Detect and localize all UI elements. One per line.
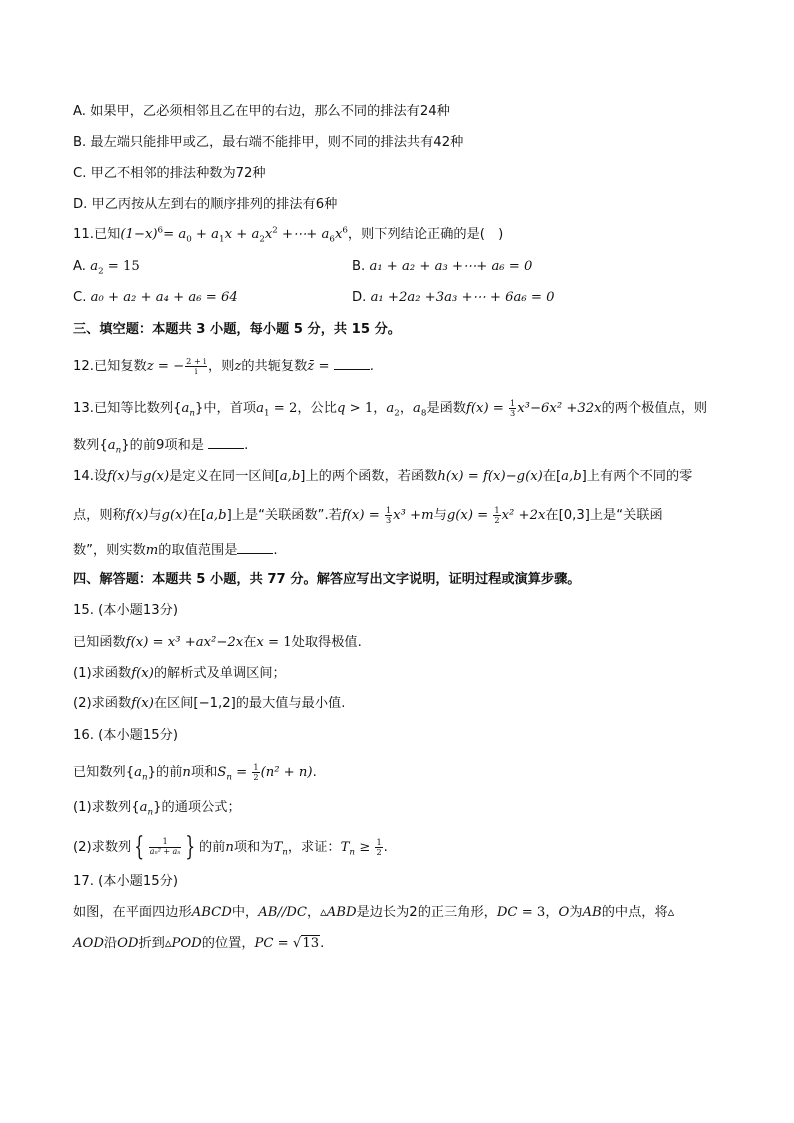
q14-line-1: 14.设f(x)与g(x)是定义在同一区间[a,b]上的两个函数，若函数h(x) = f(x)−g(x)在[a,b]上有两个不同的零 (73, 469, 693, 484)
q11-stem: 11.已知$(1-x)^6= a_0 + a_1x + a_2x^2$ +⋯+ $a_6x^6$，则下列结论正确的是( ) (73, 225, 504, 245)
q14-line-3: 数”，则实数m的取值范围是 . (73, 543, 278, 558)
q11-option-c: C. a₀ + a₂ + a₄ + a₆ = 64 (73, 290, 238, 305)
q15-stem: 已知函数f(x) = x³ +ax²−2x在x = 1处取得极值. (73, 635, 362, 650)
q10-option-b: B. 最左端只能排甲或乙，最右端不能排甲，则不同的排法共有42种 (73, 135, 464, 150)
answer-blank (208, 436, 244, 449)
q11-option-b: B. a₁ + a₂ + a₃ +⋯+ a₆ = 0 (352, 259, 533, 274)
q17-line-1: 如图，在平面四边形ABCD中，AB//DC，▵ABD是边长为2的正三角形，DC = 3，O为AB的中点，将▵ (73, 905, 675, 920)
q17-heading: 17. (本小题15分) (73, 874, 178, 889)
q11-option-a: A. $a_2 = 15$ (73, 259, 140, 277)
q16-heading: 16. (本小题15分) (73, 728, 178, 743)
q16-part-2: (2)求数列 { $\frac{1}{\text{aₙ² + aₙ}}$ } 的前n项和为$T_n$，求证：$T_n$ ≥ $\frac{1}{2}$ . (73, 832, 388, 862)
q10-option-a: A. 如果甲，乙必须相邻且乙在甲的右边，那么不同的排法有24种 (73, 104, 450, 119)
q14-line-2: 点，则称f(x)与g(x)在[a,b]上是“关联函数”.若f(x) = $\frac{1}{3}$ x³ +m与g(x) = $\frac{1}{2}$ x² +2x在[0,3]上是“关联函 (73, 505, 663, 525)
q12-stem: 12.已知复数z = − $\frac{2 + i}{i}$ ，则z的共轭复数z̄ = . (73, 356, 374, 376)
sqrt-13: √13 (292, 936, 320, 951)
q13-line-1: 13.已知等比数列$\{a_n\}$中，首项$a_1 = 2$，公比q > 1，$a_2$，$a_8$是函数f(x) = $\frac{1}{3}$ x³−6x² +32x的两个极值点，则 (73, 398, 708, 419)
q15-heading: 15. (本小题13分) (73, 603, 178, 618)
q16-part-1: (1)求数列$\{a_n\}$的通项公式； (73, 800, 241, 818)
section-3-heading: 三、填空题：本题共 3 小题，每小题 5 分，共 15 分。 (73, 322, 401, 337)
answer-blank (334, 357, 370, 370)
q10-option-c: C. 甲乙不相邻的排法种数为72种 (73, 166, 266, 181)
answer-blank (237, 541, 273, 554)
section-4-heading: 四、解答题：本题共 5 小题，共 77 分。解答应写出文字说明，证明过程或演算步骤。 (73, 572, 581, 587)
q17-line-2: AOD沿OD折到▵POD的位置，PC = √13. (73, 936, 325, 951)
q16-stem: 已知数列$\{a_n\}$的前n项和$S_n$ = $\frac{1}{2}$ (n² + n). (73, 762, 317, 783)
q13-line-2: 数列$\{a_n\}$的前9项和是 . (73, 438, 249, 456)
q12-fraction: $\frac{2 + i}{i}$ (186, 356, 207, 376)
q11-option-d: D. a₁ +2a₂ +3a₃ +⋯ + 6a₆ = 0 (352, 290, 555, 305)
q15-part-2: (2)求函数f(x)在区间[−1,2]的最大值与最小值. (73, 696, 346, 711)
q10-option-d: D. 甲乙丙按从左到右的顺序排列的排法有6种 (73, 197, 338, 212)
q15-part-1: (1)求函数f(x)的解析式及单调区间； (73, 666, 286, 681)
